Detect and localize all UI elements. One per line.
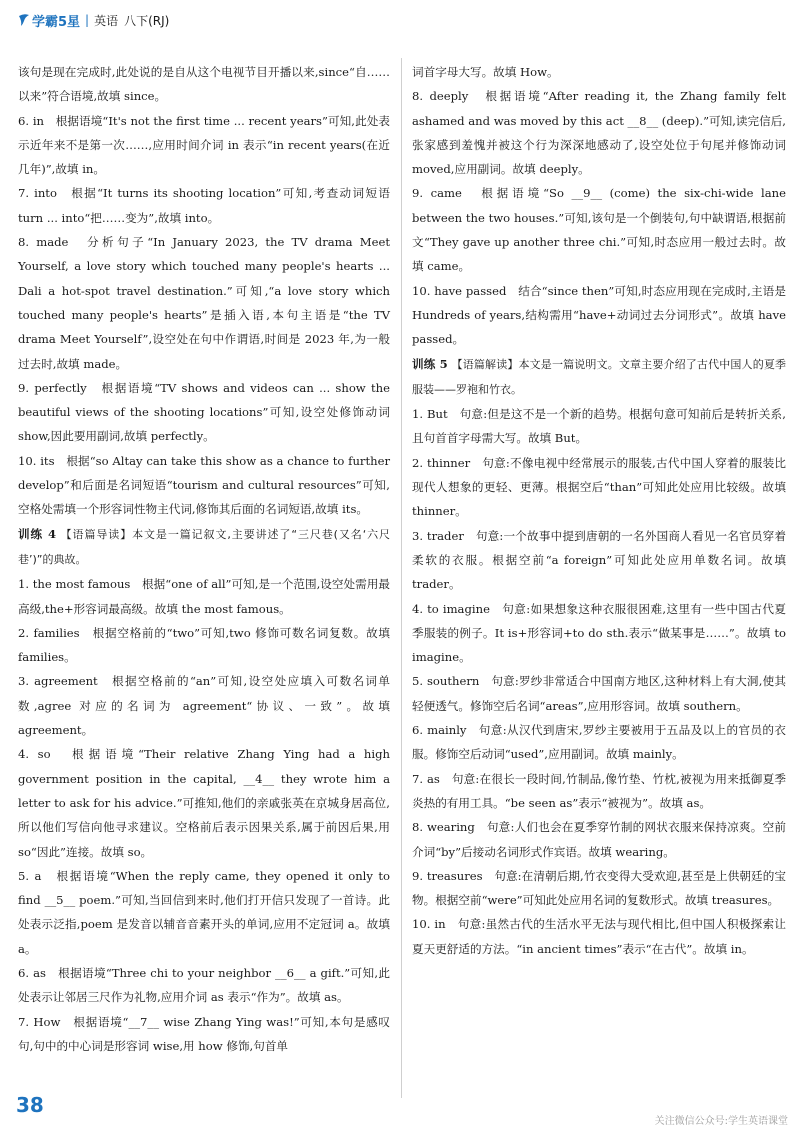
answer-paragraph: 8. wearing 句意:人们也会在夏季穿竹制的网状衣服来保持凉爽。空前介词“by”后接动名词形式作宾语。故填 wearing。 xyxy=(412,820,786,859)
answer-paragraph: 1. the most famous 根据“one of all”可知,是一个范围,设空处需用最高级,the+形容词最高级。故填 the most famous。 xyxy=(18,577,390,616)
answer-paragraph: 10. its 根据“so Altay can take this show as a chance to further develop”和后面是名词短语“tourism and cultural resources”可知,空格处需填一个形容词性物主代词,修饰其后面的名词短语,故填 its。 xyxy=(18,453,390,517)
answer-paragraph: 6. in 根据语境“It's not the first time ... recent years”可知,此处表示近年来不是第一次……,应用时间介词 in 表示“in recent years(在近几年)”,故填 in。 xyxy=(18,113,390,177)
section-label: 训练 5 xyxy=(412,356,448,371)
answer-paragraph: 10. in 句意:虽然古代的生活水平无法与现代相比,但中国人积极探索让夏天更舒适的方法。“in ancient times”表示“在古代”。故填 in。 xyxy=(412,917,786,956)
answer-paragraph: 2. families 根据空格前的“two”可知,two 修饰可数名词复数。故填 families。 xyxy=(18,625,390,665)
answer-paragraph: 2. thinner 句意:不像电视中经常展示的服装,古代中国人穿着的服装比现代人想象的更轻、更薄。根据空后“than”可知此处应用比较级。故填 thinner。 xyxy=(412,455,786,519)
answer-paragraph: 7. into 根据“It turns its shooting location”可知,考查动词短语 turn ... into“把……变为”,故填 into。 xyxy=(18,186,390,225)
answer-paragraph: 1. But 句意:但是这不是一个新的趋势。根据句意可知前后是转折关系,且句首首字母需大写。故填 But。 xyxy=(412,407,786,446)
answer-paragraph: 8. deeply 根据语境“After reading it, the Zhang family felt ashamed and was moved by this act __8__ (deep).”可知,读完信后,张家感到羞愧并被这个行为深深地感动了,设空处位于句尾并修饰动词 moved,应用副词。故填 deeply。 xyxy=(412,89,786,177)
brand-name: 学霸5星 xyxy=(32,14,81,30)
footer-note: 关注微信公众号:学生英语课堂 xyxy=(654,1116,788,1127)
answer-paragraph: 7. as 句意:在很长一段时间,竹制品,像竹垫、竹枕,被视为用来抵御夏季炎热的有用工具。“be seen as”表示“被视为”。故填 as。 xyxy=(412,771,786,810)
answer-paragraph: 词首字母大写。故填 How。 xyxy=(412,65,559,79)
section-label: 训练 4 xyxy=(18,526,57,541)
answer-paragraph: 9. treasures 句意:在清朝后期,竹衣变得大受欢迎,甚至是上供朝廷的宝物。根据空前“were”可知此处应用名词的复数形式。故填 treasures。 xyxy=(412,868,786,908)
answer-paragraph: 该句是现在完成时,此处说的是自从这个电视节目开播以来,since“自……以来”符合语境,故填 since。 xyxy=(18,65,390,104)
answer-paragraph: 9. perfectly 根据语境“TV shows and videos can ... show the beautiful views of the shooting locations”可知,设空处修饰动词 show,因此要用副词,故填 perfectly。 xyxy=(18,380,390,444)
answer-paragraph: 5. a 根据语境“When the reply came, they opened it only to find __5__ poem.”可知,当回信到来时,他们打开信只发现了一首诗。此处表示泛指,poem 是发音以辅音音素开头的单词,应用不定冠词 a。故填 a。 xyxy=(18,868,390,956)
header-grade: 八下(RJ) xyxy=(124,13,170,28)
answer-paragraph: 6. as 根据语境“Three chi to your neighbor __6__ a gift.”可知,此处表示让邻居三尺作为礼物,应用介词 as 表示“作为”。故填 as。 xyxy=(18,965,390,1005)
section-intro: 【语篇导读】本文是一篇记叙文,主要讲述了“三尺巷(又名‘六尺巷’)”的典故。 xyxy=(18,527,391,566)
answer-paragraph: 7. How 根据语境“__7__ wise Zhang Ying was!”可知,本句是感叹句,句中的中心词是形容词 wise,用 how 修饰,句首单 xyxy=(18,1014,390,1053)
column-divider xyxy=(401,58,402,1098)
answer-paragraph: 6. mainly 句意:从汉代到唐宋,罗纱主要被用于五品及以上的官员的衣服。修饰空后动词“used”,应用副词。故填 mainly。 xyxy=(412,723,786,762)
left-column xyxy=(18,60,390,1058)
answer-paragraph: 5. southern 句意:罗纱非常适合中国南方地区,这种材料上有大洞,使其轻便透气。修饰空后名词“areas”,应用形容词。故填 southern。 xyxy=(412,674,786,713)
right-column xyxy=(412,60,786,961)
answer-paragraph: 4. so 根据语境“Their relative Zhang Ying had a high government position in the capital, __4__ they wrote him a letter to ask for his advice.”可推知,他们的亲戚张英在京城身居高位,所以他们写信向他寻求建议。空格前后表示因果关系,属于前因后果,用 so“因此”连接。故填 so。 xyxy=(18,747,390,859)
page-number: 38 xyxy=(16,1093,44,1117)
answer-paragraph: 3. trader 句意:一个故事中提到唐朝的一名外国商人看见一名官员穿着柔软的衣服。根据空前“a foreign”可知此处应用单数名词。故填 trader。 xyxy=(412,528,786,592)
answer-paragraph: 8. made 分析句子“In January 2023, the TV drama Meet Yourself, a love story which touched many people's hearts ... Dali a hot-spot travel destination.”可知,“a love story which touched many people's hearts”是插入语,本句主语是“the TV drama Meet Yourself”,设空处在句中作谓语,时间是 2023 年,为一般过去时,故填 made。 xyxy=(18,235,390,371)
header-separator: | xyxy=(85,13,90,27)
answer-paragraph: 10. have passed 结合“since then”可知,时态应用现在完成时,主语是 Hundreds of years,结构需用“have+动词过去分词形式”。故填 have passed。 xyxy=(412,283,786,347)
section-intro: 【语篇解读】本文是一篇说明文。文章主要介绍了古代中国人的夏季服装——罗袍和竹衣。 xyxy=(412,357,786,396)
bird-icon xyxy=(18,13,30,27)
answer-paragraph: 3. agreement 根据空格前的“an”可知,设空处应填入可数名词单数,agree 对应的名词为 agreement“协议、一致”。故填 agreement。 xyxy=(18,674,390,738)
brand-logo xyxy=(18,11,80,30)
answer-paragraph: 4. to imagine 句意:如果想象这种衣服很困难,这里有一些中国古代夏季服装的例子。It is+形容词+to do sth.表示“做某事是……”。故填 to imagine。 xyxy=(412,601,786,665)
section-heading xyxy=(18,522,390,573)
header-subject: 英语 xyxy=(94,13,119,28)
answer-paragraph: 9. came 根据语境“So __9__ (come) the six-chi-wide lane between the two houses.”可知,该句是一个倒装句,句中缺谓语,根据前文“They gave up another three chi.”可知,时态应用一般过去时。故填 came。 xyxy=(412,186,786,274)
section-heading xyxy=(412,352,786,403)
page-header xyxy=(18,8,175,32)
